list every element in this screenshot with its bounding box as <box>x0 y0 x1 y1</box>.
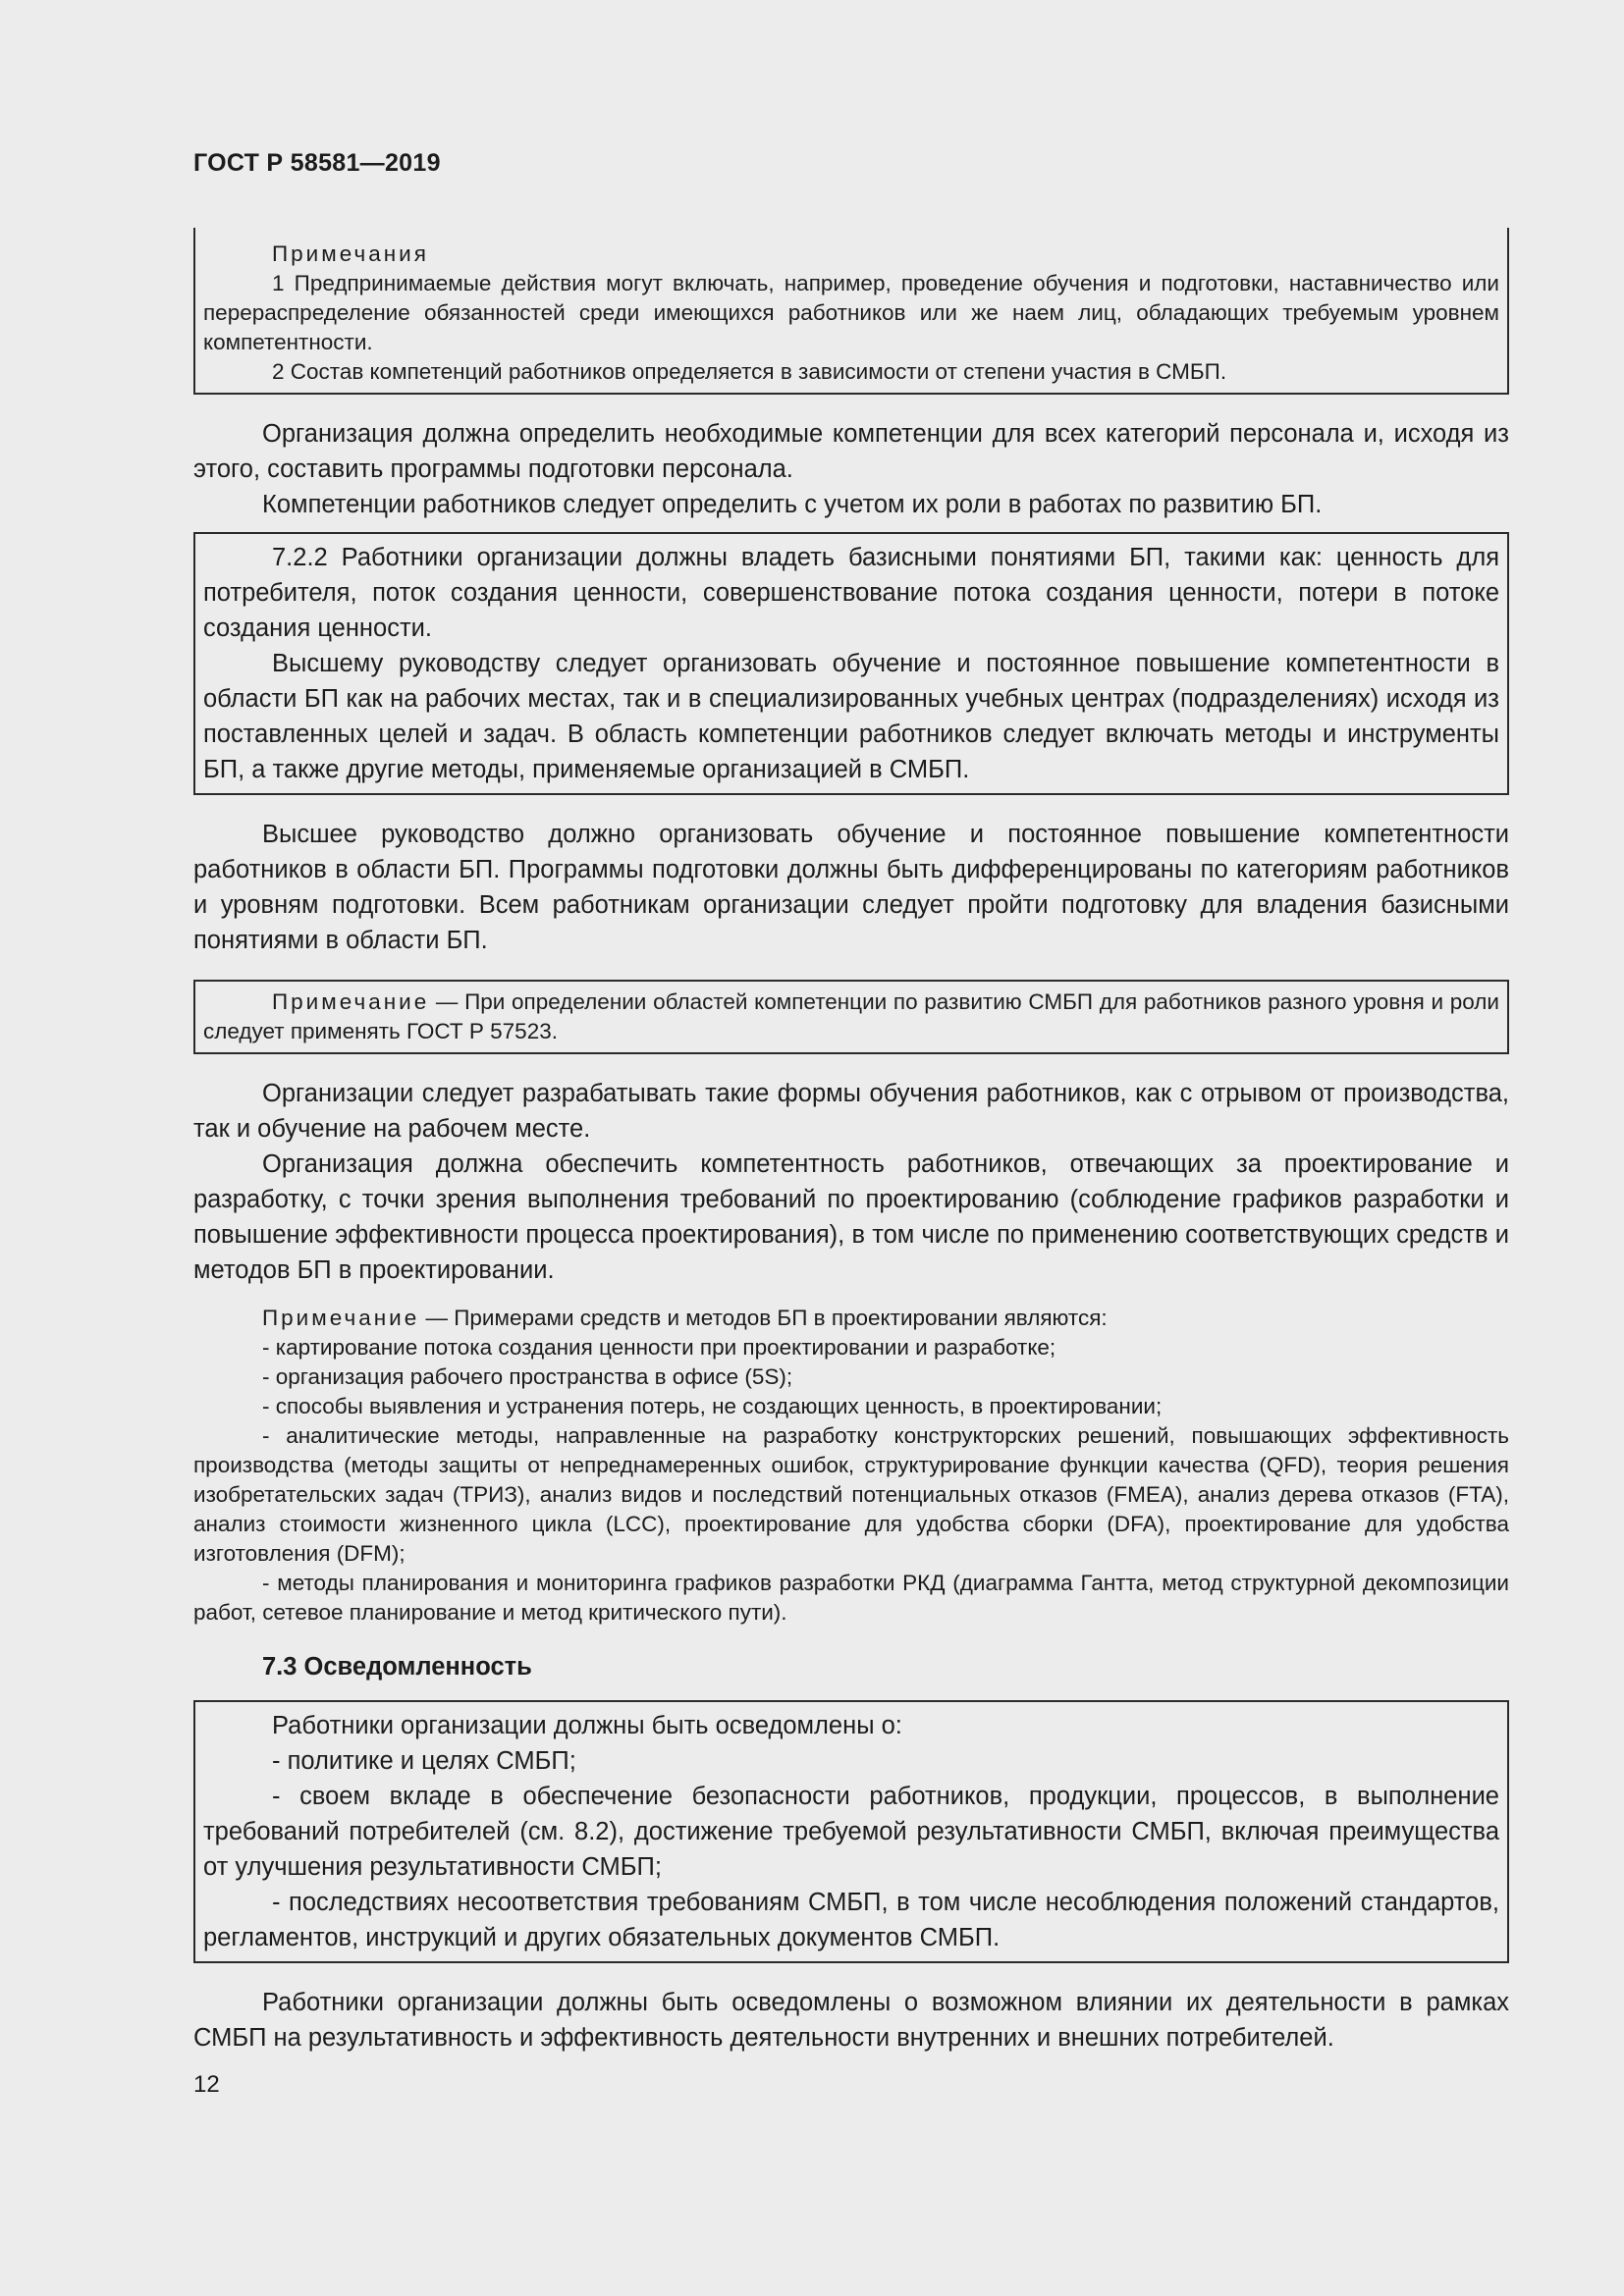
note-3-item: - организация рабочего пространства в офисе (5S); <box>262 1364 793 1389</box>
note-box-2 <box>193 980 1509 1054</box>
document-header: ГОСТ Р 58581—2019 <box>193 149 441 177</box>
notes-box <box>193 228 1509 395</box>
paragraph-1: Организация должна определить необходимые компетенции для всех категорий персонала и, исходя из этого, составить программы подготовки персонала. <box>193 420 1509 483</box>
paragraph-2: Компетенции работников следует определить с учетом их роли в работах по развитию БП. <box>262 491 1323 518</box>
note-box-2-text <box>203 988 1499 1046</box>
clause-73-item: - своем вкладе в обеспечение безопасности работников, продукции, процессов, в выполнение требований потребителей (см. 8.2), достижение требуемой результативности СМБП, включая преимущества от улучшения результативности СМБП; <box>203 1783 1499 1881</box>
clause-73-item: - последствиях несоответствия требованиям СМБП, в том числе несоблюдения положений стандартов, регламентов, инструкций и других обязательных документов СМБП. <box>203 1889 1499 1951</box>
note-3-label: Примечание <box>262 1306 420 1330</box>
note-3-item: - способы выявления и устранения потерь, не создающих ценность, в проектировании; <box>262 1394 1163 1418</box>
paragraph-5: Организация должна обеспечить компетентность работников, отвечающих за проектирование и разработку, с точки зрения выполнения требований по проектированию (соблюдение графиков разработки и повышение эффективности процесса проектирования), в том числе по применению соответствующих средств и методов БП в проектировании. <box>193 1150 1509 1284</box>
clause-73-box <box>193 1700 1509 1963</box>
paragraph-6: Работники организации должны быть осведомлены о возможном влиянии их деятельности в рамках СМБП на результативность и эффективность деятельности внутренних и внешних потребителей. <box>193 1989 1509 2052</box>
notes-label: Примечания <box>272 241 429 266</box>
paragraph-4: Организации следует разрабатывать такие формы обучения работников, как с отрывом от производства, так и обучение на рабочем месте. <box>193 1080 1509 1143</box>
page-number: 12 <box>193 2071 220 2098</box>
note-1: 1 Предпринимаемые действия могут включать, например, проведение обучения и подготовки, наставничество или перераспределение обязанностей среди имеющихся работников или же наем лиц, обладающих требуемым уровнем компетентности. <box>203 271 1499 354</box>
clause-722-paragraph-1: 7.2.2 Работники организации должны владеть базисными понятиями БП, такими как: ценность для потребителя, поток создания ценности, совершенствование потока создания ценности, потери в потоке создания ценности. <box>203 544 1499 642</box>
note-box-2-body: — При определении областей компетенции по развитию СМБП для работников разного уровня и роли следует применять ГОСТ Р 57523. <box>203 989 1499 1043</box>
clause-73-intro: Работники организации должны быть осведомлены о: <box>272 1712 902 1739</box>
clause-722-paragraph-2: Высшему руководству следует организовать обучение и постоянное повышение компетентности в области БП как на рабочих местах, так и в специализированных учебных центрах (подразделениях) исходя из поставленных целей и задач. В область компетенции работников следует включать методы и инструменты БП, а также другие методы, применяемые организацией в СМБП. <box>203 650 1499 783</box>
note-3-item: - аналитические методы, направленные на разработку конструкторских решений, повышающих эффективность производства (методы защиты от непреднамеренных ошибок, структурирование функции качества (QFD), теория решения изобретательских задач (ТРИЗ), анализ видов и последствий потенциальных отказов (FMEA), анализ дерева отказов (FTA), анализ стоимости жизненного цикла (LCC), проектирование для удобства сборки (DFA), проектирование для удобства изготовления (DFM); <box>193 1423 1509 1566</box>
clause-73-item: - политике и целях СМБП; <box>272 1747 576 1775</box>
note-3-item: - методы планирования и мониторинга графиков разработки РКД (диаграмма Гантта, метод структурной декомпозиции работ, сетевое планирование и метод критического пути). <box>193 1571 1509 1625</box>
note-3-intro: — Примерами средств и методов БП в проектировании являются: <box>419 1306 1108 1330</box>
note-box-2-label: Примечание <box>272 989 430 1014</box>
section-73-title: 7.3 Осведомленность <box>262 1653 532 1681</box>
note-3-intro-line <box>193 1304 1509 1333</box>
note-2: 2 Состав компетенций работников определяется в зависимости от степени участия в СМБП. <box>272 359 1227 384</box>
paragraph-3: Высшее руководство должно организовать обучение и постоянное повышение компетентности работников в области БП. Программы подготовки должны быть дифференцированы по категориям работников и уровням подготовки. Всем работникам организации следует пройти подготовку для владения базисными понятиями в области БП. <box>193 821 1509 954</box>
note-3-item: - картирование потока создания ценности при проектировании и разработке; <box>262 1335 1056 1360</box>
clause-722-box <box>193 532 1509 795</box>
document-body <box>193 228 1509 2056</box>
note-3 <box>193 1304 1509 1628</box>
